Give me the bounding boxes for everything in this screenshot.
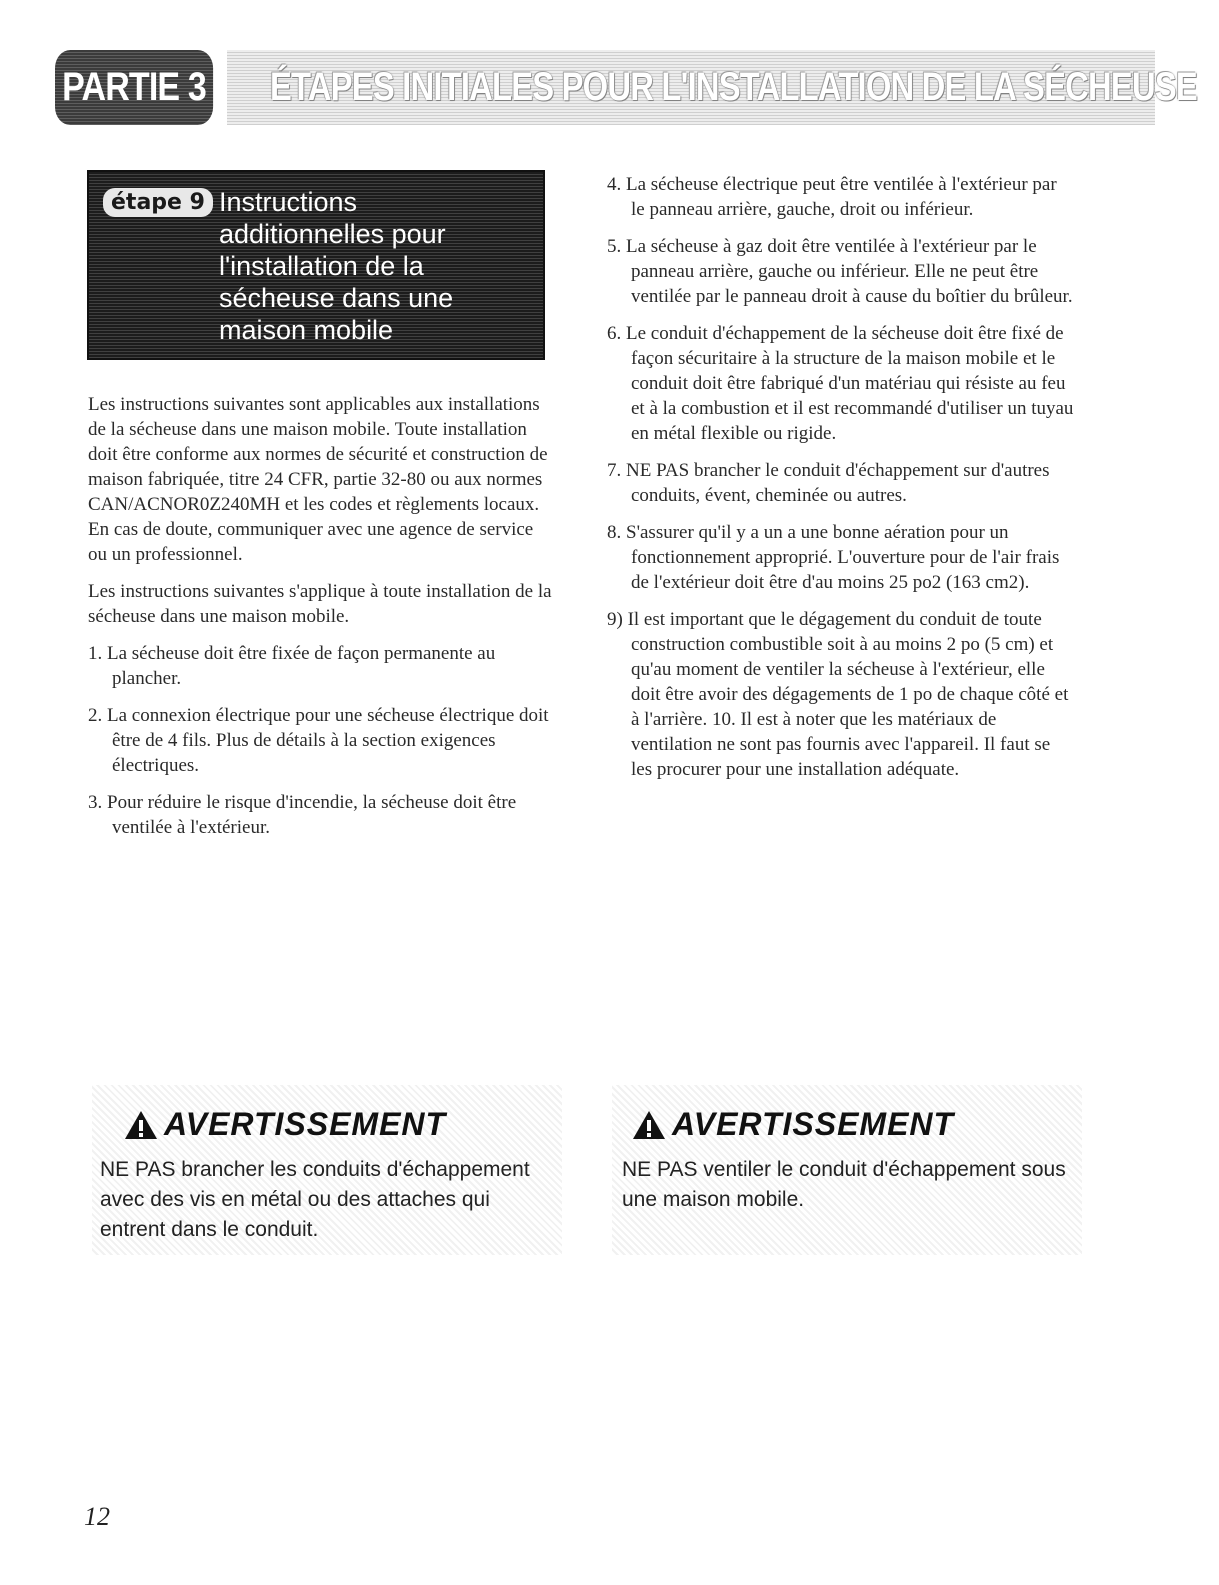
warning-text: NE PAS brancher les conduits d'échappement avec des vis en métal ou des attaches qui entrent dans le conduit. <box>100 1158 530 1241</box>
warning-box <box>612 1085 1082 1255</box>
warning-heading <box>124 1106 446 1143</box>
list-item: 9) Il est important que le dégagement du conduit de toute construction combustible soit à au moins 2 po (5 cm) et qu'au moment de ventiler la sécheuse à l'extérieur, elle doit être avoir des dégagements de 1 po de chaque côté et à l'arrière. 10. Il est à noter que les matériaux de ventilation ne sont pas fournis avec l'appareil. Il faut se les procurer pour une installation adéquate. <box>607 609 1069 780</box>
left-column <box>88 392 553 852</box>
page-number: 12 <box>84 1502 110 1531</box>
list-item: 6. Le conduit d'échappement de la sécheuse doit être fixé de façon sécuritaire à la structure de la maison mobile et le conduit doit être fabriqué d'un matériau qui résiste au feu et à la combustion et il est recommandé d'utiliser un tuyau en métal flexible ou rigide. <box>607 323 1074 444</box>
intro-paragraph: Les instructions suivantes s'applique à toute installation de la sécheuse dans une maison mobile. <box>88 581 552 627</box>
section-header <box>55 50 1197 125</box>
step-box <box>87 170 545 360</box>
list-item: 4. La sécheuse électrique peut être ventilée à l'extérieur par le panneau arrière, gauche, droit ou inférieur. <box>607 174 1057 220</box>
list-item: 1. La sécheuse doit être fixée de façon permanente au plancher. <box>88 643 496 689</box>
list-item: 2. La connexion électrique pour une sécheuse électrique doit être de 4 fils. Plus de détails à la section exigences électriques. <box>88 705 549 776</box>
step-label: étape 9 <box>103 188 213 217</box>
warning-heading-text: AVERTISSEMENT <box>164 1106 447 1142</box>
list-item: 7. NE PAS brancher le conduit d'échappement sur d'autres conduits, évent, cheminée ou autres. <box>607 460 1050 506</box>
list-item: 8. S'assurer qu'il y a un a une bonne aération pour un fonctionnement approprié. L'ouverture pour de l'air frais de l'extérieur doit être d'au moins 25 po2 (163 cm2). <box>607 522 1060 593</box>
section-title: ÉTAPES INITIALES POUR L'INSTALLATION DE LA SÉCHEUSE <box>270 65 1197 109</box>
warning-heading-text: AVERTISSEMENT <box>672 1106 955 1142</box>
right-column <box>607 172 1075 794</box>
list-item: 5. La sécheuse à gaz doit être ventilée à l'extérieur par le panneau arrière, gauche ou inférieur. Elle ne peut être ventilée par le panneau droit à cause du boîtier du brûleur. <box>607 236 1073 307</box>
part-label: PARTIE 3 <box>55 50 213 125</box>
intro-paragraph: Les instructions suivantes sont applicables aux installations de la sécheuse dans une maison mobile. Toute installation doit être conforme aux normes de sécurité et construction de maison fabriquée, titre 24 CFR, partie 32-80 ou aux normes CAN/ACNOR0Z240MH et les codes et règlements locaux. En cas de doute, communiquer avec une agence de service ou un professionnel. <box>88 394 548 565</box>
warning-triangle-icon <box>124 1110 158 1140</box>
warning-heading <box>632 1106 954 1143</box>
step-title: Instructions additionnelles pour l'installation de la sécheuse dans une maison mobile <box>219 187 454 345</box>
warning-triangle-icon <box>632 1110 666 1140</box>
list-item: 3. Pour réduire le risque d'incendie, la sécheuse doit être ventilée à l'extérieur. <box>88 792 517 838</box>
warning-text: NE PAS ventiler le conduit d'échappement sous une maison mobile. <box>622 1158 1066 1211</box>
warning-box <box>92 1085 562 1255</box>
